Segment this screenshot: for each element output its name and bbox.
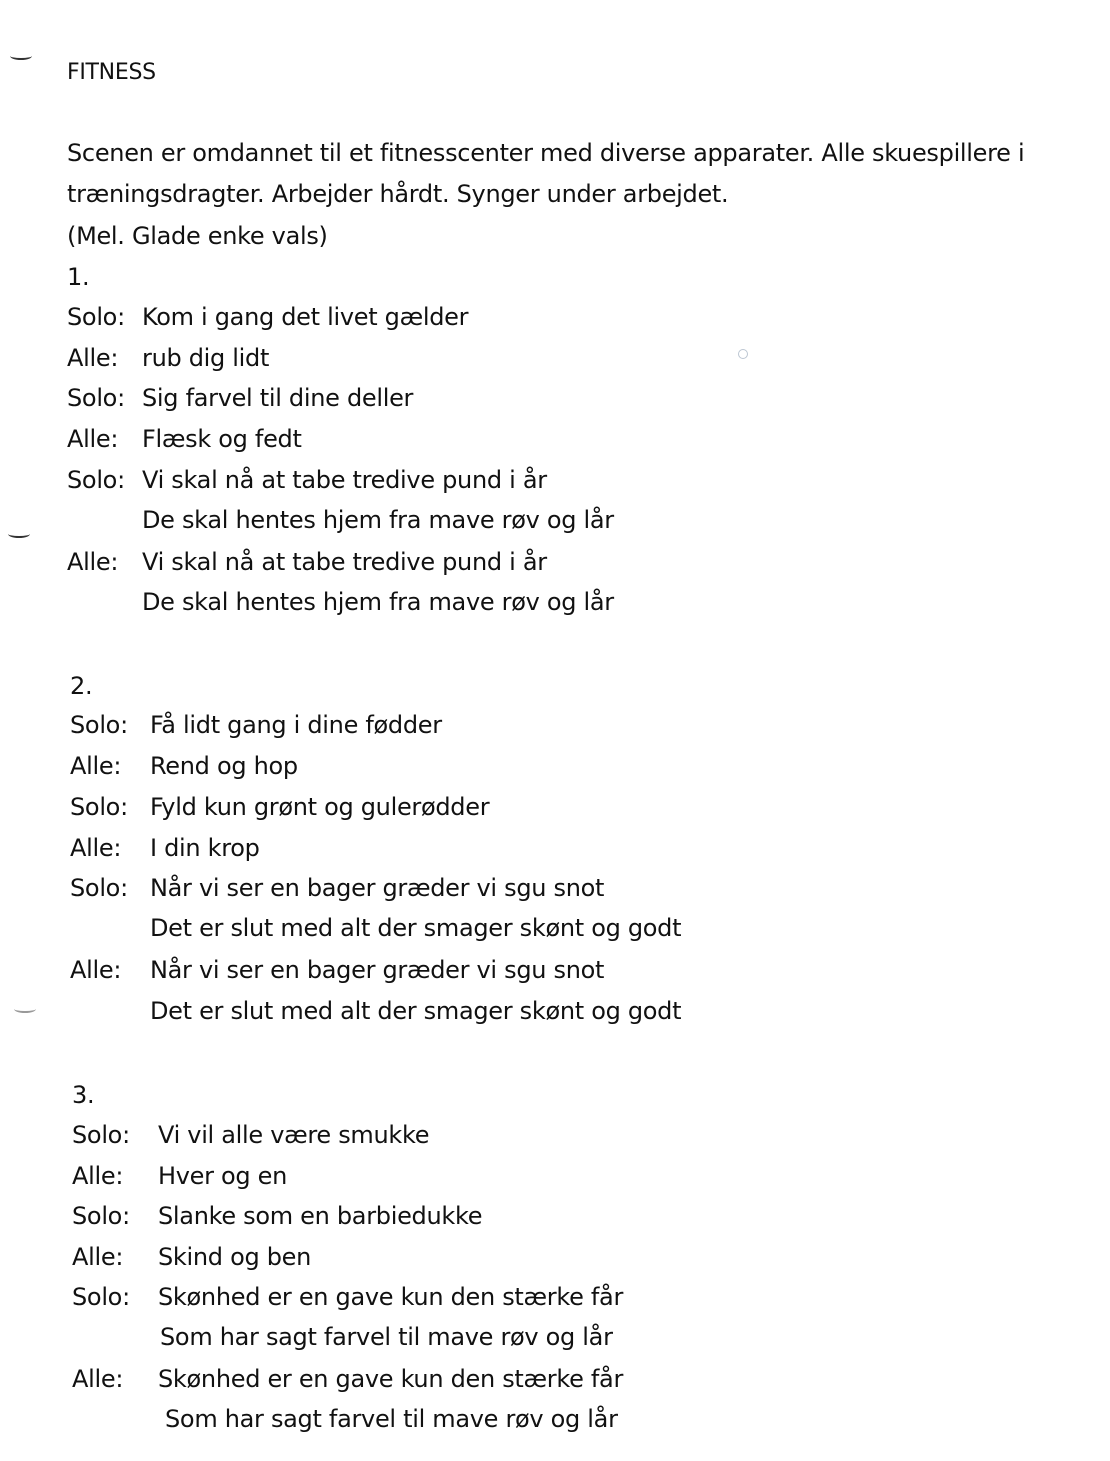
speaker-label: Alle: [70, 752, 122, 780]
document-title: FITNESS [67, 60, 156, 85]
stage-direction-line-2: træningsdragter. Arbejder hårdt. Synger under arbejdet. [67, 180, 729, 208]
speaker-label: Alle: [72, 1162, 124, 1190]
speaker-label: Solo: [72, 1202, 130, 1230]
speaker-label: Solo: [70, 793, 128, 821]
lyric-line: Det er slut med alt der smager skønt og godt [150, 914, 682, 942]
speaker-label: Solo: [72, 1283, 130, 1311]
lyric-line: Vi skal nå at tabe tredive pund i år [142, 466, 547, 494]
lyric-line: Skønhed er en gave kun den stærke får [158, 1365, 624, 1393]
verse-number: 1. [67, 263, 90, 291]
speaker-label: Alle: [67, 344, 119, 372]
lyric-line: Som har sagt farvel til mave røv og lår [165, 1405, 618, 1433]
lyric-line: Flæsk og fedt [142, 425, 302, 453]
speaker-label: Solo: [67, 303, 125, 331]
scan-speck [738, 349, 748, 359]
stage-direction-line-1: Scenen er omdannet til et fitnesscenter med diverse apparater. Alle skuespillere i [67, 139, 1025, 167]
lyric-line: Fyld kun grønt og gulerødder [150, 793, 490, 821]
speaker-label: Alle: [72, 1365, 124, 1393]
scan-mark [14, 1005, 36, 1013]
lyric-line: Som har sagt farvel til mave røv og lår [160, 1323, 613, 1351]
speaker-label: Alle: [67, 425, 119, 453]
lyric-line: Når vi ser en bager græder vi sgu snot [150, 874, 605, 902]
lyric-line: Rend og hop [150, 752, 298, 780]
speaker-label: Solo: [67, 466, 125, 494]
lyric-line: Skind og ben [158, 1243, 312, 1271]
verse-number: 3. [72, 1081, 95, 1109]
speaker-label: Solo: [67, 384, 125, 412]
lyric-line: De skal hentes hjem fra mave røv og lår [142, 506, 614, 534]
speaker-label: Solo: [70, 874, 128, 902]
verse-number: 2. [70, 672, 93, 700]
speaker-label: Alle: [70, 956, 122, 984]
speaker-label: Alle: [67, 548, 119, 576]
lyric-line: Hver og en [158, 1162, 288, 1190]
scan-mark [10, 52, 32, 60]
lyric-line: Slanke som en barbiedukke [158, 1202, 483, 1230]
lyric-line: Skønhed er en gave kun den stærke får [158, 1283, 624, 1311]
lyric-line: Det er slut med alt der smager skønt og godt [150, 997, 682, 1025]
melody-note: (Mel. Glade enke vals) [67, 222, 328, 250]
speaker-label: Alle: [72, 1243, 124, 1271]
lyric-line: De skal hentes hjem fra mave røv og lår [142, 588, 614, 616]
lyric-line: Vi vil alle være smukke [158, 1121, 430, 1149]
speaker-label: Solo: [70, 711, 128, 739]
lyric-line: Sig farvel til dine deller [142, 384, 414, 412]
speaker-label: Alle: [70, 834, 122, 862]
lyric-line: I din krop [150, 834, 260, 862]
scan-mark [8, 530, 30, 538]
lyric-line: Få lidt gang i dine fødder [150, 711, 442, 739]
lyric-line: Vi skal nå at tabe tredive pund i år [142, 548, 547, 576]
lyric-line: rub dig lidt [142, 344, 270, 372]
speaker-label: Solo: [72, 1121, 130, 1149]
lyric-line: Kom i gang det livet gælder [142, 303, 469, 331]
lyric-line: Når vi ser en bager græder vi sgu snot [150, 956, 605, 984]
